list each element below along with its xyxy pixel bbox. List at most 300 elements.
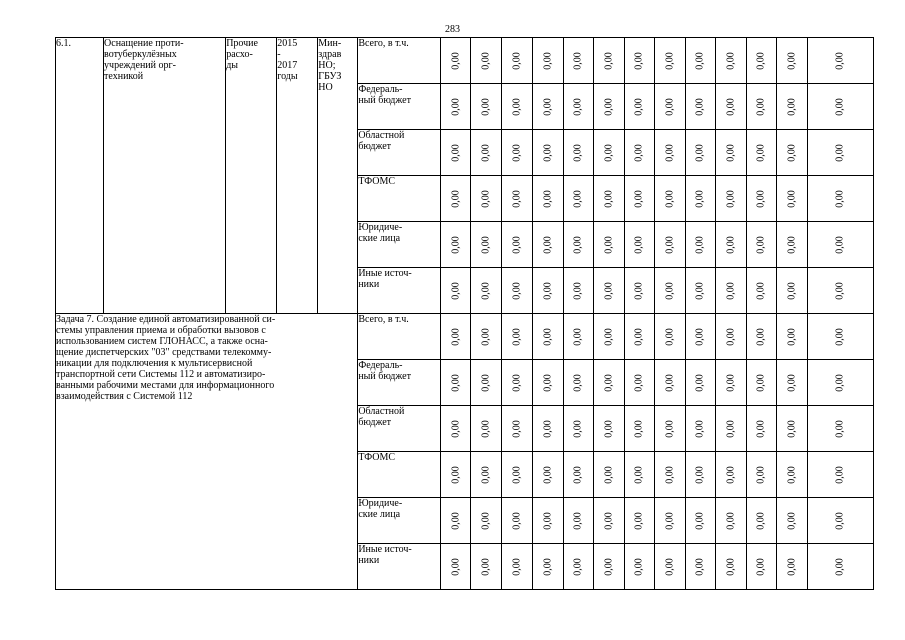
value-cell <box>685 360 715 406</box>
value-text: 0,00 <box>664 235 676 254</box>
value-text: 0,00 <box>664 281 676 300</box>
value-text: 0,00 <box>633 419 645 438</box>
value-cell <box>502 38 532 84</box>
value-text: 0,00 <box>542 419 554 438</box>
value-text: 0,00 <box>664 327 676 346</box>
value-text: 0,00 <box>755 419 767 438</box>
value-text: 0,00 <box>542 189 554 208</box>
value-text: 0,00 <box>755 189 767 208</box>
funding-source: ТФОМС <box>358 452 441 498</box>
value-cell <box>654 360 685 406</box>
value-text: 0,00 <box>725 373 737 392</box>
value-cell <box>624 314 654 360</box>
value-text: 0,00 <box>834 511 846 530</box>
value-text: 0,00 <box>786 143 798 162</box>
value-text: 0,00 <box>834 465 846 484</box>
value-cell <box>715 84 746 130</box>
value-cell <box>624 452 654 498</box>
value-cell <box>502 452 532 498</box>
value-cell <box>441 544 471 590</box>
value-text: 0,00 <box>511 373 523 392</box>
value-cell <box>502 222 532 268</box>
value-text: 0,00 <box>450 557 462 576</box>
value-text: 0,00 <box>725 419 737 438</box>
value-cell <box>685 84 715 130</box>
value-cell <box>532 38 563 84</box>
value-text: 0,00 <box>755 373 767 392</box>
value-cell <box>776 360 807 406</box>
value-text: 0,00 <box>480 327 492 346</box>
value-cell <box>593 38 624 84</box>
value-text: 0,00 <box>450 281 462 300</box>
value-cell <box>563 406 593 452</box>
value-cell <box>563 544 593 590</box>
value-text: 0,00 <box>694 51 706 70</box>
value-cell <box>471 268 502 314</box>
value-cell <box>654 222 685 268</box>
value-cell <box>624 176 654 222</box>
value-text: 0,00 <box>694 511 706 530</box>
value-cell <box>624 360 654 406</box>
value-text: 0,00 <box>450 51 462 70</box>
value-cell <box>502 314 532 360</box>
value-cell <box>807 452 873 498</box>
value-cell <box>776 544 807 590</box>
value-cell <box>746 452 776 498</box>
value-cell <box>563 314 593 360</box>
value-cell <box>593 498 624 544</box>
value-cell <box>685 544 715 590</box>
value-cell <box>807 360 873 406</box>
value-text: 0,00 <box>786 51 798 70</box>
value-cell <box>441 498 471 544</box>
value-cell <box>441 130 471 176</box>
value-cell <box>563 498 593 544</box>
value-cell <box>471 84 502 130</box>
value-text: 0,00 <box>603 557 615 576</box>
value-text: 0,00 <box>572 511 584 530</box>
value-text: 0,00 <box>542 281 554 300</box>
value-text: 0,00 <box>511 327 523 346</box>
value-cell <box>807 222 873 268</box>
value-text: 0,00 <box>572 419 584 438</box>
value-text: 0,00 <box>542 373 554 392</box>
value-text: 0,00 <box>664 97 676 116</box>
value-text: 0,00 <box>480 235 492 254</box>
value-cell <box>776 176 807 222</box>
value-text: 0,00 <box>450 327 462 346</box>
value-cell <box>685 176 715 222</box>
value-cell <box>715 268 746 314</box>
value-cell <box>593 268 624 314</box>
value-cell <box>593 130 624 176</box>
value-text: 0,00 <box>633 97 645 116</box>
value-text: 0,00 <box>755 235 767 254</box>
value-cell <box>746 38 776 84</box>
value-cell <box>654 268 685 314</box>
value-text: 0,00 <box>511 51 523 70</box>
value-text: 0,00 <box>664 419 676 438</box>
value-cell <box>563 38 593 84</box>
value-text: 0,00 <box>542 511 554 530</box>
value-cell <box>593 176 624 222</box>
value-cell <box>807 406 873 452</box>
value-text: 0,00 <box>633 281 645 300</box>
value-text: 0,00 <box>603 511 615 530</box>
value-text: 0,00 <box>725 143 737 162</box>
value-cell <box>654 544 685 590</box>
value-cell <box>746 314 776 360</box>
value-cell <box>685 406 715 452</box>
value-cell <box>654 314 685 360</box>
value-text: 0,00 <box>755 51 767 70</box>
value-cell <box>441 406 471 452</box>
value-cell <box>593 314 624 360</box>
value-text: 0,00 <box>725 235 737 254</box>
value-cell <box>441 452 471 498</box>
value-cell <box>563 176 593 222</box>
value-text: 0,00 <box>603 373 615 392</box>
row-number: 6.1. <box>56 38 104 314</box>
value-text: 0,00 <box>450 511 462 530</box>
value-text: 0,00 <box>755 327 767 346</box>
value-text: 0,00 <box>725 557 737 576</box>
value-cell <box>715 498 746 544</box>
value-text: 0,00 <box>572 189 584 208</box>
value-text: 0,00 <box>755 97 767 116</box>
value-text: 0,00 <box>450 189 462 208</box>
value-text: 0,00 <box>834 419 846 438</box>
value-text: 0,00 <box>694 189 706 208</box>
value-text: 0,00 <box>603 235 615 254</box>
value-text: 0,00 <box>633 373 645 392</box>
value-cell <box>624 84 654 130</box>
measure-name: Оснащение проти- вотуберкулёзных учреждений орг- техникой <box>104 38 226 314</box>
value-cell <box>746 130 776 176</box>
value-text: 0,00 <box>786 327 798 346</box>
value-cell <box>441 38 471 84</box>
value-text: 0,00 <box>603 51 615 70</box>
value-cell <box>471 406 502 452</box>
value-text: 0,00 <box>572 373 584 392</box>
value-cell <box>685 130 715 176</box>
value-text: 0,00 <box>786 419 798 438</box>
value-text: 0,00 <box>755 281 767 300</box>
value-cell <box>471 38 502 84</box>
value-text: 0,00 <box>603 327 615 346</box>
value-cell <box>624 498 654 544</box>
value-cell <box>471 176 502 222</box>
value-cell <box>715 406 746 452</box>
value-cell <box>532 360 563 406</box>
value-cell <box>807 314 873 360</box>
value-text: 0,00 <box>480 373 492 392</box>
value-cell <box>532 130 563 176</box>
value-cell <box>593 84 624 130</box>
value-text: 0,00 <box>450 235 462 254</box>
value-text: 0,00 <box>786 235 798 254</box>
value-cell <box>776 130 807 176</box>
value-cell <box>715 38 746 84</box>
value-cell <box>715 222 746 268</box>
value-text: 0,00 <box>511 557 523 576</box>
value-text: 0,00 <box>786 189 798 208</box>
value-cell <box>441 360 471 406</box>
value-cell <box>502 84 532 130</box>
value-cell <box>502 176 532 222</box>
value-text: 0,00 <box>725 51 737 70</box>
value-cell <box>441 84 471 130</box>
value-cell <box>715 544 746 590</box>
value-cell <box>746 268 776 314</box>
value-text: 0,00 <box>664 373 676 392</box>
value-text: 0,00 <box>694 235 706 254</box>
value-text: 0,00 <box>542 557 554 576</box>
value-cell <box>746 406 776 452</box>
value-text: 0,00 <box>633 465 645 484</box>
value-cell <box>563 222 593 268</box>
value-cell <box>471 130 502 176</box>
value-cell <box>502 498 532 544</box>
value-text: 0,00 <box>755 511 767 530</box>
funding-source: Всего, в т.ч. <box>358 314 441 360</box>
value-text: 0,00 <box>694 419 706 438</box>
value-cell <box>685 38 715 84</box>
value-text: 0,00 <box>542 465 554 484</box>
value-cell <box>685 222 715 268</box>
value-cell <box>715 452 746 498</box>
funding-source: Областной бюджет <box>358 406 441 452</box>
value-text: 0,00 <box>480 143 492 162</box>
funding-source: Иные источ- ники <box>358 268 441 314</box>
value-text: 0,00 <box>786 557 798 576</box>
value-text: 0,00 <box>633 557 645 576</box>
value-cell <box>685 452 715 498</box>
value-text: 0,00 <box>572 327 584 346</box>
value-cell <box>532 452 563 498</box>
value-text: 0,00 <box>694 97 706 116</box>
value-cell <box>715 314 746 360</box>
value-cell <box>502 406 532 452</box>
value-text: 0,00 <box>633 143 645 162</box>
value-text: 0,00 <box>542 143 554 162</box>
value-text: 0,00 <box>664 511 676 530</box>
value-cell <box>776 314 807 360</box>
value-text: 0,00 <box>480 511 492 530</box>
value-cell <box>441 222 471 268</box>
value-cell <box>654 498 685 544</box>
value-cell <box>807 176 873 222</box>
value-text: 0,00 <box>755 143 767 162</box>
value-text: 0,00 <box>480 419 492 438</box>
value-text: 0,00 <box>725 511 737 530</box>
value-text: 0,00 <box>480 557 492 576</box>
value-cell <box>776 452 807 498</box>
value-cell <box>532 498 563 544</box>
value-text: 0,00 <box>480 189 492 208</box>
value-text: 0,00 <box>633 189 645 208</box>
value-text: 0,00 <box>480 281 492 300</box>
value-text: 0,00 <box>694 281 706 300</box>
value-cell <box>532 176 563 222</box>
value-cell <box>746 498 776 544</box>
value-text: 0,00 <box>450 419 462 438</box>
value-text: 0,00 <box>572 465 584 484</box>
value-cell <box>776 406 807 452</box>
value-text: 0,00 <box>542 327 554 346</box>
value-cell <box>776 38 807 84</box>
value-cell <box>593 544 624 590</box>
expense-type: Прочие расхо- ды <box>226 38 277 314</box>
value-text: 0,00 <box>633 327 645 346</box>
value-text: 0,00 <box>834 189 846 208</box>
value-cell <box>746 544 776 590</box>
value-cell <box>715 176 746 222</box>
value-text: 0,00 <box>664 557 676 576</box>
value-text: 0,00 <box>633 511 645 530</box>
value-cell <box>471 314 502 360</box>
value-cell <box>532 222 563 268</box>
funding-source: Федераль- ный бюджет <box>358 84 441 130</box>
value-text: 0,00 <box>664 51 676 70</box>
value-cell <box>624 222 654 268</box>
row-task-7-0 <box>56 314 874 360</box>
value-cell <box>532 314 563 360</box>
value-text: 0,00 <box>572 557 584 576</box>
value-cell <box>654 130 685 176</box>
value-text: 0,00 <box>725 327 737 346</box>
value-cell <box>685 314 715 360</box>
value-text: 0,00 <box>834 97 846 116</box>
value-cell <box>532 268 563 314</box>
value-cell <box>593 360 624 406</box>
value-cell <box>654 84 685 130</box>
value-cell <box>807 498 873 544</box>
value-cell <box>746 84 776 130</box>
value-cell <box>471 360 502 406</box>
financing-table <box>55 37 874 590</box>
value-text: 0,00 <box>834 373 846 392</box>
value-text: 0,00 <box>511 419 523 438</box>
value-text: 0,00 <box>542 51 554 70</box>
value-cell <box>532 84 563 130</box>
value-cell <box>563 268 593 314</box>
value-cell <box>502 544 532 590</box>
value-cell <box>807 84 873 130</box>
value-text: 0,00 <box>450 465 462 484</box>
value-text: 0,00 <box>786 281 798 300</box>
value-text: 0,00 <box>786 511 798 530</box>
value-cell <box>746 176 776 222</box>
value-cell <box>471 222 502 268</box>
value-text: 0,00 <box>572 97 584 116</box>
value-text: 0,00 <box>511 465 523 484</box>
value-cell <box>563 130 593 176</box>
value-text: 0,00 <box>603 419 615 438</box>
value-cell <box>654 38 685 84</box>
page-number: 283 <box>445 24 460 35</box>
value-cell <box>471 498 502 544</box>
funding-source: Иные источ- ники <box>358 544 441 590</box>
value-cell <box>532 544 563 590</box>
value-cell <box>624 130 654 176</box>
value-text: 0,00 <box>480 465 492 484</box>
executor: Мин- здрав НО; ГБУЗ НО <box>318 38 358 314</box>
value-cell <box>624 544 654 590</box>
value-cell <box>441 314 471 360</box>
value-text: 0,00 <box>694 143 706 162</box>
value-cell <box>807 38 873 84</box>
value-text: 0,00 <box>664 143 676 162</box>
value-text: 0,00 <box>542 235 554 254</box>
value-cell <box>624 406 654 452</box>
value-text: 0,00 <box>834 143 846 162</box>
value-text: 0,00 <box>572 51 584 70</box>
value-cell <box>715 360 746 406</box>
value-text: 0,00 <box>633 235 645 254</box>
value-text: 0,00 <box>450 97 462 116</box>
funding-source: Юридиче- ские лица <box>358 498 441 544</box>
value-text: 0,00 <box>694 327 706 346</box>
value-text: 0,00 <box>450 143 462 162</box>
value-text: 0,00 <box>633 51 645 70</box>
value-cell <box>807 268 873 314</box>
value-text: 0,00 <box>511 97 523 116</box>
value-text: 0,00 <box>834 281 846 300</box>
value-cell <box>624 38 654 84</box>
value-text: 0,00 <box>834 235 846 254</box>
value-cell <box>502 268 532 314</box>
value-cell <box>563 84 593 130</box>
value-text: 0,00 <box>511 281 523 300</box>
value-cell <box>593 406 624 452</box>
row-6-1-0 <box>56 38 874 84</box>
task-7-description: Задача 7. Создание единой автоматизированной си- стемы управления приема и обработки вызовов с использованием систем ГЛОНАСС, а также осна- щение диспетчерских "03" средствами телекомму- никации для подключения к мультисервисной транспортной сети Системы 112 и автоматизиро- ванными рабочими местами для информационного взаимодействия с Системой 112 <box>56 314 358 590</box>
funding-source: Всего, в т.ч. <box>358 38 441 84</box>
value-text: 0,00 <box>755 465 767 484</box>
value-cell <box>563 360 593 406</box>
value-text: 0,00 <box>511 143 523 162</box>
value-cell <box>685 268 715 314</box>
value-text: 0,00 <box>511 235 523 254</box>
value-text: 0,00 <box>480 51 492 70</box>
value-text: 0,00 <box>725 465 737 484</box>
value-cell <box>441 268 471 314</box>
value-cell <box>776 222 807 268</box>
value-cell <box>563 452 593 498</box>
funding-source: Федераль- ный бюджет <box>358 360 441 406</box>
value-cell <box>441 176 471 222</box>
value-text: 0,00 <box>603 465 615 484</box>
value-text: 0,00 <box>725 281 737 300</box>
value-text: 0,00 <box>603 143 615 162</box>
value-text: 0,00 <box>603 189 615 208</box>
value-text: 0,00 <box>694 465 706 484</box>
value-text: 0,00 <box>786 465 798 484</box>
value-cell <box>776 268 807 314</box>
value-text: 0,00 <box>572 235 584 254</box>
value-text: 0,00 <box>755 557 767 576</box>
value-text: 0,00 <box>480 97 492 116</box>
value-text: 0,00 <box>694 557 706 576</box>
value-text: 0,00 <box>725 97 737 116</box>
funding-source: Областной бюджет <box>358 130 441 176</box>
value-cell <box>502 360 532 406</box>
value-cell <box>654 406 685 452</box>
value-text: 0,00 <box>664 465 676 484</box>
value-cell <box>624 268 654 314</box>
value-cell <box>807 130 873 176</box>
